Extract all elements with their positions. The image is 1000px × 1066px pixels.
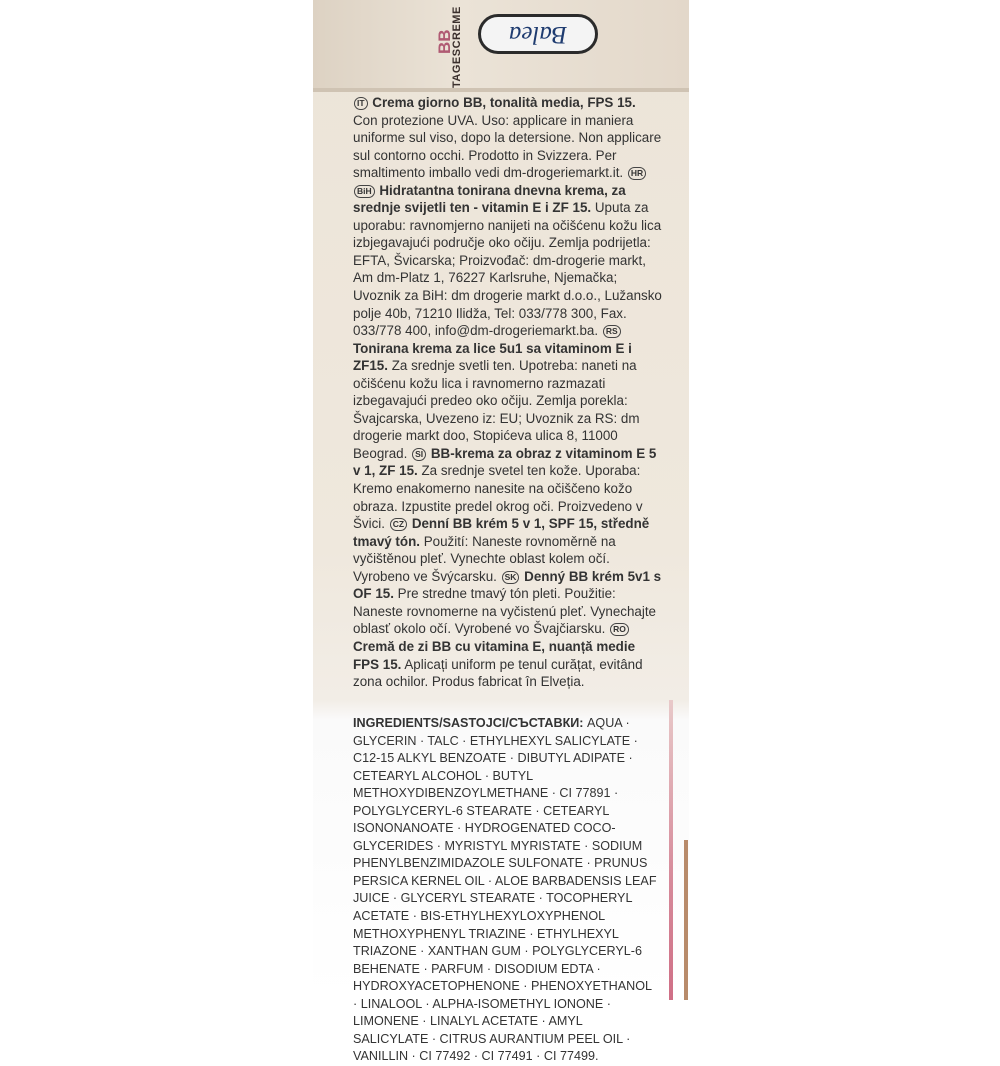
description-body-si: Za srednje svetel ten kože. Uporaba: Kremo enakomerno nanesite na očiščeno kožo obraza. Izpustite predel okrog oči. Proizvedeno v Švici. [353, 463, 643, 532]
language-code-ro: RO [610, 623, 629, 636]
description-body-cz: Použití: Naneste rovnoměrně na vyčištěnou pleť. Vynechte oblast kolem očí. Vyrobeno ve Švýcarsku. [353, 533, 616, 584]
language-code-sk: SK [502, 571, 520, 584]
product-line-label: TAGESCREME [451, 6, 463, 88]
description-title-sk: Denný BB krém 5v1 s OF 15. [353, 568, 662, 602]
ingredients-block [353, 715, 658, 1066]
language-code-cz: CZ [390, 518, 407, 531]
color-transition [313, 670, 689, 700]
description-title-it: Crema giorno BB, tonalità media, FPS 15. [372, 95, 636, 110]
ingredients-list: AQUA · GLYCERIN · TALC · ETHYLHEXYL SALICYLATE · C12-15 ALKYL BENZOATE · DIBUTYL ADIPATE · CETEARYL ALCOHOL · BUTYL METHOXYDIBENZOYLMETHANE · CI 77891 · POLYGLYCERYL-6 STEARATE · CETEARYL ISONONANOATE · HYDROGENATED COCO-GLYCERIDES · MYRISTYL MYRISTATE · SODIUM PHENYLBENZIMIDAZOLE SULFONATE · PRUNUS PERSICA KERNEL OIL · ALOE BARBADENSIS LEAF JUICE · GLYCERYL STEARATE · TOCOPHERYL ACETATE · BIS-ETHYLHEXYLOXYPHENOL METHOXYPHENYL TRIAZINE · ETHYLHEXYL TRIAZONE · XANTHAN GUM · POLYGLYCERYL-6 BEHENATE · PARFUM · DISODIUM EDTA · HYDROXYACETOPHENONE · PHENOXYETHANOL · LINALOOL · ALPHA-ISOMETHYL IONONE · LIMONENE · LINALYL ACETATE · AMYL SALICYLATE · CITRUS AURANTIUM PEEL OIL · VANILLIN · CI 77492 · CI 77491 · CI 77499. [353, 716, 657, 1064]
description-title-si: BB-krema za obraz z vitaminom E 5 v 1, ZF 15. [353, 445, 657, 479]
bb-mark: BB [435, 29, 454, 54]
pink-accent-stripe [669, 700, 673, 1000]
description-body-sk: Pre stredne tmavý tón pleti. Použitie: Naneste rovnomerne na vyčistenú pleť. Vynechajte oblasť okolo očí. Vyrobené vo Švajčiarsku. [353, 586, 657, 637]
box-top-band [313, 0, 689, 92]
ingredients-heading: INGREDIENTS/SASTOJCI/СЪСТАВКИ: [353, 716, 584, 730]
tan-accent-stripe [684, 840, 688, 1000]
description-title-rs: Tonirana krema za lice 5u1 sa vitaminom E i ZF15. [353, 340, 632, 374]
description-body-ro: Aplicați uniform pe tenul curățat, evitând zona ochilor. Produs fabricat în Elveția. [353, 656, 643, 690]
multilingual-description [353, 94, 663, 691]
product-box-side [313, 0, 689, 1064]
description-paragraph [353, 94, 663, 691]
description-body-hr: Uputa za uporabu: ravnomjerno nanijeti na očišćenu kožu lica izbjegavajući područje oko očiju. Zemlja podrijetla: EFTA, Švicarska; Proizvođač: dm-drogerie markt, Am dm-Platz 1, 76227 Karlsruhe, Njemačka; Uvoznik za BiH: dm drogerie markt d.o.o., Lužansko polje 40b, 71210 Ilidža, Tel: 033/778 300, Fax. 033/778 400, info@dm-drogeriemarkt.ba. [353, 200, 662, 339]
description-title-cz: Denní BB krém 5 v 1, SPF 15, středně tmavý tón. [353, 516, 650, 549]
description-body-rs: Za srednje svetli ten. Upotreba: naneti na očišćenu kožu lica i ravnomerno razmazati izbegavajući predeo oko očiju. Zemlja porekla: Švajcarska, Uvezeno iz: EU; Uvoznik za RS: dm drogerie markt doo, Stopićeva ulica 8, 11000 Beograd. [353, 358, 640, 461]
language-code-it: IT [354, 97, 368, 110]
language-code-si: SI [412, 448, 426, 461]
language-code-bih: BiH [354, 185, 375, 198]
description-title-hr: Hidratantna tonirana dnevna krema, za srednje svijetli ten - vitamin E i ZF 15. [353, 182, 626, 216]
language-code-hr: HR [628, 167, 646, 180]
language-code-rs: RS [603, 325, 621, 338]
brand-logo: Balea [478, 14, 598, 54]
description-body-it: Con protezione UVA. Uso: applicare in maniera uniforme sul viso, dopo la detersione. Non applicare sul contorno occhi. Prodotto in Svizzera. Per smaltimento imballo vedi dm-drogeriemarkt.it. [353, 112, 662, 181]
box-fold-edge [313, 88, 689, 92]
description-title-ro: Cremă de zi BB cu vitamina E, nuanță medie FPS 15. [353, 638, 636, 672]
